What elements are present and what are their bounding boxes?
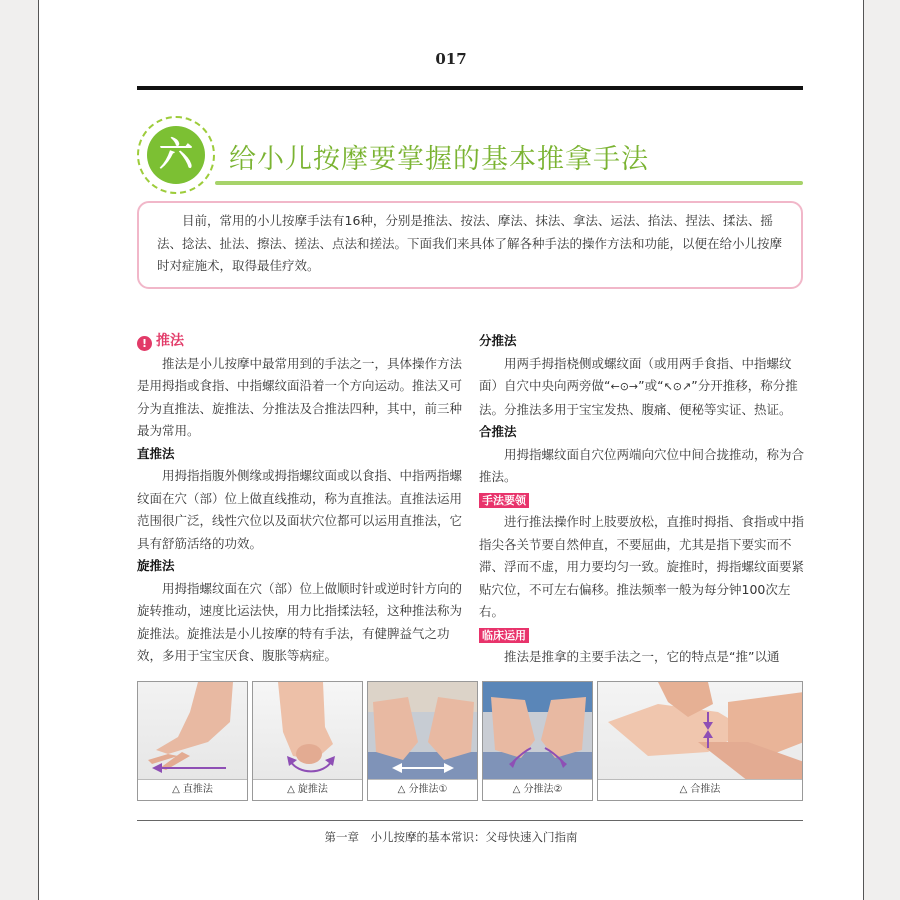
photo-caption: △ 分推法②: [483, 779, 592, 800]
photo-straight-push: [137, 681, 248, 801]
technique-essentials-tag: 手法要领: [479, 493, 529, 508]
photo-caption: △ 合推法: [598, 779, 802, 800]
photo-split-push-2: [482, 681, 593, 801]
rotary-push-text: 用拇指螺纹面在穴（部）位上做顺时针或逆时针方向的旋转推动，速度比运法快，用力比指揉法轻，这种推法称为旋推法。旋推法是小儿按摩的特有手法，有健脾益气之功效，多用于宝宝厌食、腹胀等病症。: [137, 580, 463, 663]
exclamation-icon: !: [137, 336, 152, 351]
footer-rule: [137, 820, 803, 821]
push-method-intro: 推法是小儿按摩中最常用到的手法之一，具体操作方法是用拇指或食指、中指螺纹面沿着一个方向运动。推法又可分为直推法、旋推法、分推法及合推法四种，其中，前三种最为常用。: [137, 355, 463, 438]
split-push-title: 分推法: [479, 333, 517, 348]
technique-essentials-text: 进行推法操作时上肢要放松，直推时拇指、食指或中指指尖各关节要自然伸直，不要屈曲，尤其是指下要实而不滞、浮而不虚，用力要均匀一致。旋推时，拇指螺纹面要紧贴穴位，不可左右偏移。推法频率一般为每分钟100次左右。: [479, 514, 805, 619]
photo-caption: △ 旋推法: [253, 779, 362, 800]
straight-push-text: 用拇指指腹外侧缘或拇指螺纹面或以食指、中指两指螺纹面在穴（部）位上做直线推动，称为直推法。直推法运用范围很广泛，线性穴位以及面状穴位都可以运用直推法，它具有舒筋活络的功效。: [137, 468, 463, 551]
photo-caption: △ 分推法①: [368, 779, 477, 800]
combine-push-text: 用拇指螺纹面自穴位两端向穴位中间合拢推动，称为合推法。: [479, 446, 805, 484]
chapter-footer: 第一章 小儿按摩的基本常识：父母快速入门指南: [324, 830, 578, 844]
photo-combine-push: [597, 681, 803, 801]
split-push-hand-2-icon: [483, 682, 592, 781]
right-column: [479, 330, 806, 669]
intro-text: 目前，常用的小儿按摩手法有16种，分别是推法、按法、摩法、抹法、拿法、运法、掐法、捏法、揉法、摇法、捻法、扯法、擦法、搓法、点法和搓法。下面我们来具体了解各种手法的操作方法和功能，以便在给小儿按摩时对症施术，取得最佳疗效。: [157, 213, 783, 273]
outward-arrows-icon: ←⊙→: [610, 380, 639, 393]
page-number: 017: [435, 50, 467, 68]
clinical-use-text: 推法是推拿的主要手法之一，它的特点是“推”以通: [504, 649, 780, 664]
section-number-badge: [137, 116, 215, 194]
split-push-hand-1-icon: [368, 682, 477, 781]
photo-caption: △ 直推法: [138, 779, 247, 800]
rotary-push-hand-icon: [253, 682, 362, 781]
split-push-text-2: ”或“: [638, 378, 664, 393]
section-title: 给小儿按摩要掌握的基本推拿手法: [229, 144, 649, 175]
split-push-text-3: ”分开推移，称分推法。分推法多用于宝宝发热、腹痛、便秘等实证、热证。: [479, 378, 798, 417]
straight-push-hand-icon: [138, 682, 247, 781]
diagonal-arrows-icon: ↖⊙↗: [663, 380, 692, 393]
rotary-push-title: 旋推法: [137, 558, 175, 573]
book-page: [38, 0, 864, 900]
clinical-use-tag: 临床运用: [479, 628, 529, 643]
title-underline: [215, 181, 803, 185]
photo-split-push-1: [367, 681, 478, 801]
straight-push-title: 直推法: [137, 445, 175, 461]
photo-rotary-push: [252, 681, 363, 801]
intro-box: [137, 201, 803, 289]
split-push-text-1: 用两手拇指桡侧或螺纹面（或用两手食指、中指螺纹面）自穴中央向两旁做“: [479, 355, 792, 393]
combine-push-title: 合推法: [479, 424, 517, 439]
header-rule: [137, 86, 803, 90]
combine-push-hand-icon: [598, 682, 802, 781]
push-method-heading: [137, 330, 464, 353]
split-push-text: [479, 353, 806, 422]
left-column: [137, 330, 464, 668]
push-method-heading-text: 推法: [156, 333, 184, 349]
section-number: 六: [147, 126, 205, 184]
